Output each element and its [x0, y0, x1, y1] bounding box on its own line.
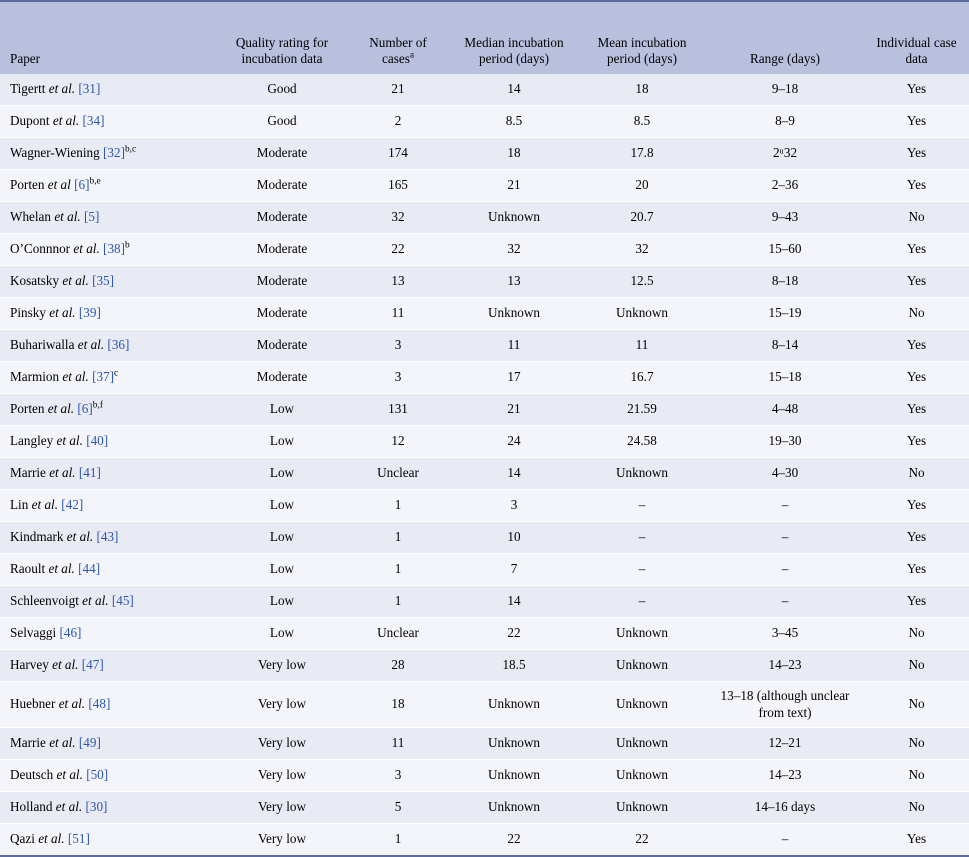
table-row	[0, 138, 969, 170]
table-row	[0, 330, 969, 362]
table-header-row	[0, 2, 969, 74]
cell-median-incubation: 24	[450, 426, 578, 458]
cell-paper	[0, 586, 218, 618]
cell-quality-rating: Low	[218, 554, 346, 586]
cell-median-incubation: 32	[450, 234, 578, 266]
table-row	[0, 650, 969, 682]
cell-mean-incubation: Unknown	[578, 650, 706, 682]
cell-mean-incubation: –	[578, 490, 706, 522]
cell-number-of-cases: 22	[346, 234, 450, 266]
cell-median-incubation: Unknown	[450, 792, 578, 824]
cell-paper	[0, 682, 218, 728]
cell-number-of-cases: 13	[346, 266, 450, 298]
cell-paper	[0, 426, 218, 458]
column-header-quality: Quality rating for incubation data	[218, 2, 346, 74]
cell-mean-incubation: –	[578, 554, 706, 586]
cell-individual-case-data: No	[864, 458, 969, 490]
cell-quality-rating: Very low	[218, 760, 346, 792]
paper-etal: et al.	[82, 593, 109, 609]
cell-quality-rating: Low	[218, 490, 346, 522]
cell-range-days: –	[706, 554, 864, 586]
cell-range-days: 15–60	[706, 234, 864, 266]
paper-etal: et al.	[48, 81, 76, 97]
table-row	[0, 202, 969, 234]
paper-etal: et al.	[77, 337, 105, 353]
cell-median-incubation: 14	[450, 586, 578, 618]
paper-reference-link[interactable]: [34]	[82, 113, 105, 129]
cell-median-incubation: 18	[450, 138, 578, 170]
paper-reference-link[interactable]: [46]	[59, 625, 82, 641]
cell-mean-incubation: 24.58	[578, 426, 706, 458]
cell-median-incubation: 17	[450, 362, 578, 394]
paper-etal: et al.	[49, 465, 76, 481]
table-row	[0, 266, 969, 298]
paper-reference-link[interactable]: [42]	[61, 497, 84, 513]
cell-median-incubation: 22	[450, 824, 578, 856]
cell-median-incubation: Unknown	[450, 202, 578, 234]
cell-median-incubation: 21	[450, 394, 578, 426]
cell-individual-case-data: Yes	[864, 106, 969, 138]
cell-mean-incubation: Unknown	[578, 728, 706, 760]
paper-footnote-marker: b,f	[92, 400, 103, 411]
cell-individual-case-data: Yes	[864, 362, 969, 394]
cell-number-of-cases: 174	[346, 138, 450, 170]
cell-individual-case-data: No	[864, 298, 969, 330]
paper-reference-link[interactable]: [6]	[74, 177, 90, 193]
paper-reference-link[interactable]: [6]	[77, 401, 93, 417]
table-row	[0, 106, 969, 138]
table-row	[0, 426, 969, 458]
cell-quality-rating: Very low	[218, 728, 346, 760]
cell-median-incubation: Unknown	[450, 298, 578, 330]
cell-number-of-cases: 1	[346, 554, 450, 586]
paper-etal: et al.	[62, 369, 89, 385]
paper-etal: et al.	[66, 529, 94, 545]
paper-etal: et al.	[31, 497, 58, 513]
paper-author: Qazi	[10, 831, 35, 847]
paper-author: Marrie	[10, 735, 46, 751]
cell-mean-incubation: –	[578, 586, 706, 618]
cell-individual-case-data: Yes	[864, 522, 969, 554]
cell-range-days: –	[706, 522, 864, 554]
cell-paper	[0, 234, 218, 266]
cell-individual-case-data: Yes	[864, 170, 969, 202]
cell-mean-incubation: 11	[578, 330, 706, 362]
paper-author: Marmion	[10, 369, 60, 385]
paper-reference-link[interactable]: [49]	[78, 735, 101, 751]
cell-individual-case-data: Yes	[864, 426, 969, 458]
cell-mean-incubation: Unknown	[578, 298, 706, 330]
paper-author: Raoult	[10, 561, 46, 577]
cell-quality-rating: Moderate	[218, 298, 346, 330]
cell-range-days: –	[706, 490, 864, 522]
cell-range-days: 4–30	[706, 458, 864, 490]
cell-paper	[0, 362, 218, 394]
cell-range-days: 8–9	[706, 106, 864, 138]
paper-reference-link[interactable]: [31]	[78, 81, 101, 97]
cell-individual-case-data: No	[864, 728, 969, 760]
cell-range-days: 19–30	[706, 426, 864, 458]
table-row	[0, 824, 969, 856]
paper-etal: et al.	[52, 113, 80, 129]
table-row	[0, 170, 969, 202]
paper-author: Harvey	[10, 657, 49, 673]
paper-footnote-marker: b	[125, 240, 130, 251]
cell-number-of-cases: 21	[346, 74, 450, 106]
cell-mean-incubation: 16.7	[578, 362, 706, 394]
cell-mean-incubation: 20.7	[578, 202, 706, 234]
cell-paper	[0, 760, 218, 792]
cell-range-days: 9–18	[706, 74, 864, 106]
table-row	[0, 234, 969, 266]
column-header-individual-case-data: Individual case data	[864, 2, 969, 74]
cell-mean-incubation: 18	[578, 74, 706, 106]
cell-range-days: 9–43	[706, 202, 864, 234]
column-header-median: Median incubation period (days)	[450, 2, 578, 74]
paper-author: Dupont	[10, 113, 50, 129]
cell-number-of-cases: 5	[346, 792, 450, 824]
table-row	[0, 554, 969, 586]
table-row	[0, 394, 969, 426]
table-row	[0, 682, 969, 728]
cell-paper	[0, 490, 218, 522]
cell-mean-incubation: Unknown	[578, 458, 706, 490]
cell-paper	[0, 202, 218, 234]
cell-quality-rating: Good	[218, 74, 346, 106]
table-row	[0, 74, 969, 106]
cell-individual-case-data: Yes	[864, 490, 969, 522]
table-row	[0, 728, 969, 760]
cell-number-of-cases: 11	[346, 728, 450, 760]
cell-range-days: 8–18	[706, 266, 864, 298]
cell-individual-case-data: Yes	[864, 394, 969, 426]
table-row	[0, 586, 969, 618]
paper-footnote-marker: b,c	[124, 144, 137, 155]
cell-individual-case-data: Yes	[864, 824, 969, 856]
cell-quality-rating: Very low	[218, 650, 346, 682]
cell-quality-rating: Moderate	[218, 170, 346, 202]
paper-reference-link[interactable]: [39]	[78, 305, 101, 321]
paper-etal: et al	[47, 177, 71, 193]
paper-author: O’Connnor	[10, 241, 71, 257]
paper-reference-link[interactable]: [5]	[83, 209, 100, 225]
cell-number-of-cases: 32	[346, 202, 450, 234]
cell-number-of-cases: 3	[346, 362, 450, 394]
cell-number-of-cases: 131	[346, 394, 450, 426]
cell-number-of-cases: Unclear	[346, 618, 450, 650]
cell-quality-rating: Good	[218, 106, 346, 138]
cell-paper	[0, 266, 218, 298]
paper-author: Deutsch	[10, 767, 54, 783]
cell-median-incubation: 14	[450, 74, 578, 106]
cell-mean-incubation: Unknown	[578, 792, 706, 824]
paper-reference-link[interactable]: [30]	[85, 799, 108, 815]
cell-paper	[0, 138, 218, 170]
cell-range-days: 12–21	[706, 728, 864, 760]
cell-mean-incubation: 32	[578, 234, 706, 266]
paper-etal: et al.	[56, 433, 83, 449]
paper-footnote-marker: c	[114, 368, 119, 379]
cell-individual-case-data: Yes	[864, 74, 969, 106]
cell-individual-case-data: No	[864, 760, 969, 792]
cell-median-incubation: 8.5	[450, 106, 578, 138]
cell-paper	[0, 106, 218, 138]
cell-mean-incubation: 8.5	[578, 106, 706, 138]
cell-quality-rating: Low	[218, 458, 346, 490]
cell-paper	[0, 298, 218, 330]
cell-paper	[0, 458, 218, 490]
cell-individual-case-data: Yes	[864, 330, 969, 362]
paper-author: Tigertt	[10, 81, 46, 97]
cell-paper	[0, 650, 218, 682]
cell-mean-incubation: 17.8	[578, 138, 706, 170]
cell-median-incubation: Unknown	[450, 760, 578, 792]
cell-median-incubation: 13	[450, 266, 578, 298]
paper-reference-link[interactable]: [37]	[92, 369, 115, 385]
cell-quality-rating: Moderate	[218, 234, 346, 266]
cell-paper	[0, 394, 218, 426]
cell-mean-incubation: –	[578, 522, 706, 554]
cell-median-incubation: 7	[450, 554, 578, 586]
cell-individual-case-data: No	[864, 202, 969, 234]
paper-author: Buhariwalla	[10, 337, 75, 353]
cell-individual-case-data: No	[864, 682, 969, 728]
paper-author: Kosatsky	[10, 273, 60, 289]
cell-range-days: 14–16 days	[706, 792, 864, 824]
paper-reference-link[interactable]: [51]	[67, 831, 90, 847]
paper-reference-link[interactable]: [43]	[96, 529, 119, 545]
cell-individual-case-data: Yes	[864, 138, 969, 170]
cell-median-incubation: Unknown	[450, 728, 578, 760]
cell-range-days: 15–18	[706, 362, 864, 394]
paper-author: Langley	[10, 433, 54, 449]
paper-reference-link[interactable]: [40]	[86, 433, 109, 449]
cell-range-days: 2ᵘ32	[706, 138, 864, 170]
cell-number-of-cases: 1	[346, 490, 450, 522]
column-header-paper: Paper	[0, 2, 218, 74]
cell-individual-case-data: Yes	[864, 234, 969, 266]
cell-range-days: 15–19	[706, 298, 864, 330]
cell-quality-rating: Low	[218, 522, 346, 554]
cell-range-days: 4–48	[706, 394, 864, 426]
cell-quality-rating: Low	[218, 426, 346, 458]
paper-reference-link[interactable]: [48]	[88, 696, 111, 712]
cell-mean-incubation: 20	[578, 170, 706, 202]
paper-etal: et al.	[62, 273, 89, 289]
table-row	[0, 792, 969, 824]
cell-quality-rating: Low	[218, 618, 346, 650]
paper-reference-link[interactable]: [32]	[102, 145, 125, 161]
paper-etal: et al.	[49, 305, 76, 321]
cell-individual-case-data: No	[864, 618, 969, 650]
table-row	[0, 760, 969, 792]
table-head	[0, 2, 969, 74]
paper-author: Porten	[10, 401, 45, 417]
column-header-mean: Mean incubation period (days)	[578, 2, 706, 74]
cell-quality-rating: Moderate	[218, 330, 346, 362]
cell-quality-rating: Low	[218, 394, 346, 426]
cell-mean-incubation: Unknown	[578, 760, 706, 792]
cell-paper	[0, 824, 218, 856]
table-row	[0, 618, 969, 650]
paper-reference-link[interactable]: [36]	[107, 337, 130, 353]
cell-quality-rating: Moderate	[218, 362, 346, 394]
paper-author: Lin	[10, 497, 29, 513]
paper-etal: et al.	[55, 799, 83, 815]
table-row	[0, 458, 969, 490]
paper-etal: et al.	[48, 561, 75, 577]
cell-mean-incubation: 22	[578, 824, 706, 856]
cell-mean-incubation: Unknown	[578, 682, 706, 728]
cell-paper	[0, 618, 218, 650]
paper-etal: et al.	[54, 209, 81, 225]
paper-etal: et al.	[56, 767, 83, 783]
cell-paper	[0, 74, 218, 106]
paper-etal: et al.	[73, 241, 100, 257]
cell-median-incubation: 22	[450, 618, 578, 650]
paper-author: Schleenvoigt	[10, 593, 79, 609]
paper-author: Pinsky	[10, 305, 46, 321]
cell-number-of-cases: 165	[346, 170, 450, 202]
cell-paper	[0, 170, 218, 202]
paper-reference-link[interactable]: [44]	[78, 561, 101, 577]
cell-range-days: 14–23	[706, 650, 864, 682]
paper-author: Whelan	[10, 209, 52, 225]
cell-paper	[0, 522, 218, 554]
cell-individual-case-data: Yes	[864, 554, 969, 586]
cell-range-days: 14–23	[706, 760, 864, 792]
paper-author: Huebner	[10, 696, 56, 712]
cell-quality-rating: Low	[218, 586, 346, 618]
cell-individual-case-data: No	[864, 792, 969, 824]
cell-range-days: 8–14	[706, 330, 864, 362]
cell-individual-case-data: Yes	[864, 586, 969, 618]
cell-number-of-cases: Unclear	[346, 458, 450, 490]
paper-footnote-marker: b,e	[89, 176, 101, 187]
cell-mean-incubation: 21.59	[578, 394, 706, 426]
paper-author: Selvaggi	[10, 625, 57, 641]
table-row	[0, 522, 969, 554]
cell-number-of-cases: 1	[346, 824, 450, 856]
paper-reference-link[interactable]: [50]	[86, 767, 109, 783]
cell-paper	[0, 728, 218, 760]
cell-quality-rating: Very low	[218, 792, 346, 824]
cell-number-of-cases: 1	[346, 586, 450, 618]
table-row	[0, 490, 969, 522]
cell-range-days: 3–45	[706, 618, 864, 650]
column-header-range: Range (days)	[706, 2, 864, 74]
paper-etal: et al.	[47, 401, 75, 417]
table-body	[0, 74, 969, 855]
cell-median-incubation: 18.5	[450, 650, 578, 682]
cell-paper	[0, 330, 218, 362]
cell-number-of-cases: 12	[346, 426, 450, 458]
paper-author: Porten	[10, 177, 45, 193]
cell-median-incubation: 3	[450, 490, 578, 522]
column-header-cases: Number of cases$^a$	[346, 2, 450, 74]
cell-quality-rating: Moderate	[218, 138, 346, 170]
cell-individual-case-data: No	[864, 650, 969, 682]
cell-number-of-cases: 1	[346, 522, 450, 554]
paper-author: Holland	[10, 799, 53, 815]
incubation-period-table	[0, 2, 969, 855]
cell-number-of-cases: 2	[346, 106, 450, 138]
paper-etal: et al.	[52, 657, 79, 673]
cell-number-of-cases: 3	[346, 330, 450, 362]
table-row	[0, 298, 969, 330]
paper-author: Wagner-Wiening	[10, 145, 100, 161]
paper-etal: et al.	[38, 831, 65, 847]
cell-mean-incubation: Unknown	[578, 618, 706, 650]
cell-quality-rating: Very low	[218, 682, 346, 728]
cell-number-of-cases: 11	[346, 298, 450, 330]
paper-reference-link[interactable]: [45]	[111, 593, 134, 609]
paper-author: Kindmark	[10, 529, 64, 545]
cell-individual-case-data: Yes	[864, 266, 969, 298]
cell-quality-rating: Moderate	[218, 202, 346, 234]
cell-number-of-cases: 28	[346, 650, 450, 682]
footnote-marker-a: a	[409, 50, 414, 61]
cell-number-of-cases: 3	[346, 760, 450, 792]
paper-author: Marrie	[10, 465, 46, 481]
cell-paper	[0, 554, 218, 586]
cell-median-incubation: 11	[450, 330, 578, 362]
paper-reference-link[interactable]: [35]	[92, 273, 115, 289]
table-row	[0, 362, 969, 394]
cell-quality-rating: Very low	[218, 824, 346, 856]
cell-range-days: 13–18 (although unclear from text)	[706, 682, 864, 728]
cell-median-incubation: 21	[450, 170, 578, 202]
cell-median-incubation: 14	[450, 458, 578, 490]
cell-number-of-cases: 18	[346, 682, 450, 728]
cell-mean-incubation: 12.5	[578, 266, 706, 298]
cell-range-days: 2–36	[706, 170, 864, 202]
paper-reference-link[interactable]: [41]	[78, 465, 101, 481]
paper-reference-link[interactable]: [38]	[103, 241, 126, 257]
cell-median-incubation: Unknown	[450, 682, 578, 728]
cell-range-days: –	[706, 586, 864, 618]
paper-reference-link[interactable]: [47]	[81, 657, 104, 673]
paper-etal: et al.	[49, 735, 76, 751]
paper-etal: et al.	[58, 696, 86, 712]
cell-range-days: –	[706, 824, 864, 856]
cell-quality-rating: Moderate	[218, 266, 346, 298]
cell-median-incubation: 10	[450, 522, 578, 554]
cell-paper	[0, 792, 218, 824]
